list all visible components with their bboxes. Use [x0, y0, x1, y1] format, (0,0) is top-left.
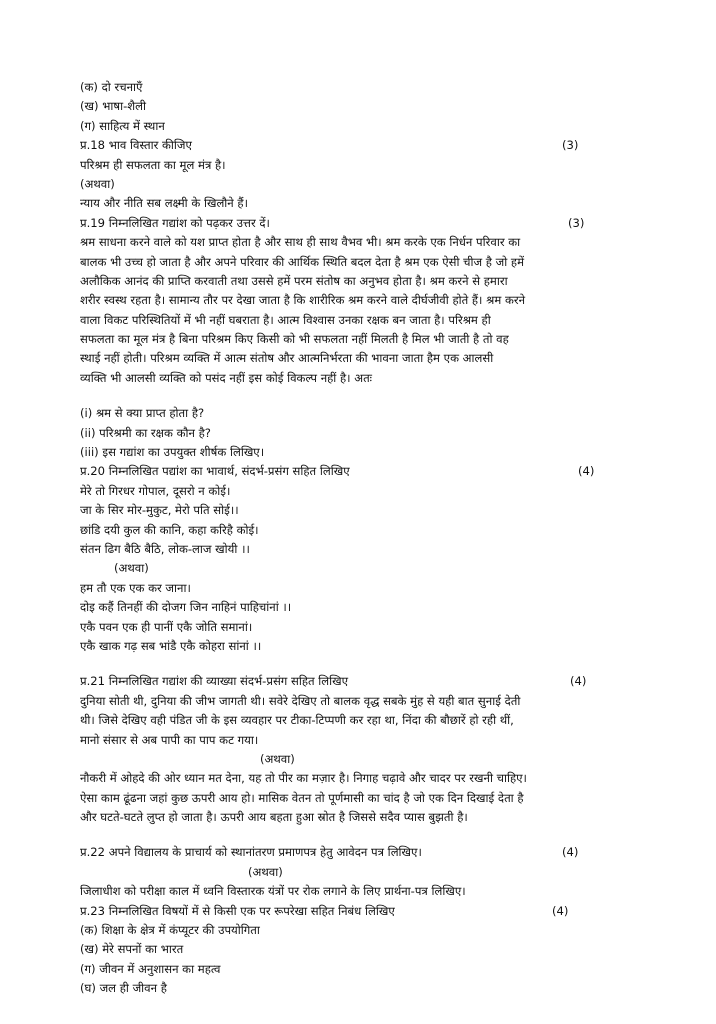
- q20-verse-line: मेरे तो गिरधर गोपाल, दूसरो न कोई।: [80, 483, 231, 498]
- q19-subquestion: (iii) इस गद्यांश का उपयुक्त शीर्षक लिखिए।: [80, 445, 265, 460]
- q21-passage-line: और घटते-घटते लुप्त हो जाता है। ऊपरी आय बहता हुआ स्रोत है जिससे सदैव प्यास बुझती है।: [80, 810, 468, 825]
- q20-verse-line: एकै पवन एक ही पानीं एकै जोति समानां।: [80, 619, 253, 634]
- q22-alt: जिलाधीश को परीक्षा काल में ध्वनि विस्तारक यंत्रों पर रोक लगाने के लिए प्रार्थना-पत्र लिखिए।: [80, 884, 466, 899]
- q19-passage-line: व्यक्ति भी आलसी व्यक्ति को पसंद नहीं इस कोई विकल्प नहीं है। अतः: [80, 370, 373, 385]
- q18-heading: प्र.18 भाव विस्तार कीजिए: [80, 138, 192, 153]
- q17-option: (ग) साहित्य में स्थान: [80, 118, 165, 133]
- q21-passage-line: थी। जिसे देखिए वही पंडित जी के इस व्यवहार पर टीका-टिप्पणी कर रहा था, निंदा की बौछारें हो रही थीं,: [80, 713, 514, 728]
- q23-heading-row: [80, 902, 690, 921]
- q18-marks: (3): [562, 138, 579, 153]
- q20-verse-line: दोइ कहैं तिनहीं की दोजग जिन नाहिनं पाहिचांनां ।।: [80, 600, 292, 615]
- q19-passage-line: श्रम साधना करने वाले को यश प्राप्त होता है और साथ ही साथ वैभव भी। श्रम करके एक निर्धन परिवार का: [80, 235, 521, 250]
- q21-passage-line: नौकरी में ओहदे की ओर ध्यान मत देना, यह तो पीर का मज़ार है। निगाह चढ़ावे और चादर पर रखनी चाहिए।: [80, 771, 527, 786]
- q23-option: (ख) मेरे सपनों का भारत: [80, 942, 184, 957]
- q18-statement: परिश्रम ही सफलता का मूल मंत्र है।: [80, 157, 226, 172]
- q20-heading: प्र.20 निम्नलिखित पद्यांश का भावार्थ, संदर्भ-प्रसंग सहित लिखिए: [80, 464, 350, 479]
- q20-heading-row: [80, 462, 690, 481]
- q19-heading-row: [80, 214, 690, 233]
- q21-passage-line: दुनिया सोती थी, दुनिया की जीभ जागती थी। सवेरे देखिए तो बालक वृद्ध सबके मुंह से यही बात सुनाई देती: [80, 693, 521, 708]
- q22-heading: प्र.22 अपने विद्यालय के प्राचार्य को स्थानांतरण प्रमाणपत्र हेतु आवेदन पत्र लिखिए।: [80, 845, 422, 860]
- q19-heading: प्र.19 निम्नलिखित गद्यांश को पढ़कर उत्तर दें।: [80, 215, 270, 230]
- q17-option: (क) दो रचनाएँ: [80, 80, 143, 94]
- q22-marks: (4): [562, 845, 579, 860]
- q21-heading-row: [80, 672, 690, 691]
- q23-marks: (4): [552, 903, 569, 918]
- q19-passage-line: बालक भी उच्च हो जाता है और अपने परिवार की आर्थिक स्थिति बदल देता है श्रम एक ऐसी चीज है जो हमें: [80, 254, 525, 269]
- q19-subquestion: (ii) परिश्रमी का रक्षक कौन है?: [80, 425, 211, 440]
- q18-heading-row: [80, 136, 690, 155]
- q21-or: (अथवा): [260, 751, 295, 766]
- q19-marks: (3): [568, 215, 585, 230]
- q19-passage-line: शरीर स्वस्थ रहता है। सामान्य तौर पर देखा जाता है कि शारीरिक श्रम करने वाले दीर्घजीवी होते हैं। श्रम करने: [80, 293, 526, 308]
- q21-marks: (4): [570, 674, 587, 689]
- q23-option: (क) शिक्षा के क्षेत्र में कंप्यूटर की उपयोगिता: [80, 923, 260, 938]
- q20-marks: (4): [578, 464, 595, 479]
- q23-heading: प्र.23 निम्नलिखित विषयों में से किसी एक पर रूपरेखा सहित निबंध लिखिए: [80, 903, 395, 918]
- exam-page: [80, 78, 690, 999]
- q21-passage-line: ऐसा काम ढूंढना जहां कुछ ऊपरी आय हो। मासिक वेतन तो पूर्णमासी का चांद है जो एक दिन दिखाई देता है: [80, 790, 524, 805]
- q21-passage-line: मानो संसार से अब पापी का पाप कट गया।: [80, 732, 259, 747]
- q20-verse-line: संतन ढिग बैठि बैठि, लोक-लाज खोयी ।।: [80, 541, 250, 556]
- q20-verse-line: एकै खाक गढ़ सब भांडै एकै कोहरा सांनां ।।: [80, 638, 262, 653]
- q17-option: (ख) भाषा-शैली: [80, 99, 147, 114]
- q20-verse-line: छांडि दयी कुल की कानि, कहा करिहै कोई।: [80, 522, 259, 537]
- q19-passage-line: स्थाई नहीं होती। परिश्रम व्यक्ति में आत्म संतोष और आत्मनिर्भरता की भावना जाता हैम एक आलसी: [80, 351, 494, 366]
- q19-passage-line: सफलता का मूल मंत्र है बिना परिश्रम किए किसी को भी सफलता नहीं मिलती है मिल भी जाती है तो वह: [80, 332, 509, 347]
- q22-or: (अथवा): [248, 864, 283, 879]
- q19-subquestion: (i) श्रम से क्या प्राप्त होता है?: [80, 406, 205, 421]
- q20-verse-line: हम तौ एक एक कर जाना।: [80, 580, 191, 595]
- q22-heading-row: [80, 843, 690, 862]
- q18-alt-statement: न्याय और नीति सब लक्ष्मी के खिलौने हैं।: [80, 196, 248, 211]
- q23-option: (ग) जीवन में अनुशासन का महत्व: [80, 961, 221, 976]
- q21-heading: प्र.21 निम्नलिखित गद्यांश की व्याख्या संदर्भ-प्रसंग सहित लिखिए: [80, 674, 349, 689]
- q23-option: (घ) जल ही जीवन है: [80, 981, 167, 996]
- q19-passage-line: अलौकिक आनंद की प्राप्ति करवाती तथा उससे हमें परम संतोष का अनुभव होता है। श्रम करने से हमारा: [80, 273, 508, 288]
- q19-passage-line: वाला विकट परिस्थितियों में भी नहीं घबराता है। आत्म विश्वास उनका रक्षक बन जाता है। परिश्रम ही: [80, 312, 491, 327]
- q20-verse-line: जा के सिर मोर-मुकुट, मेरो पति सोई।।: [80, 503, 239, 518]
- q20-or: (अथवा): [114, 561, 149, 576]
- q18-or: (अथवा): [80, 176, 115, 191]
